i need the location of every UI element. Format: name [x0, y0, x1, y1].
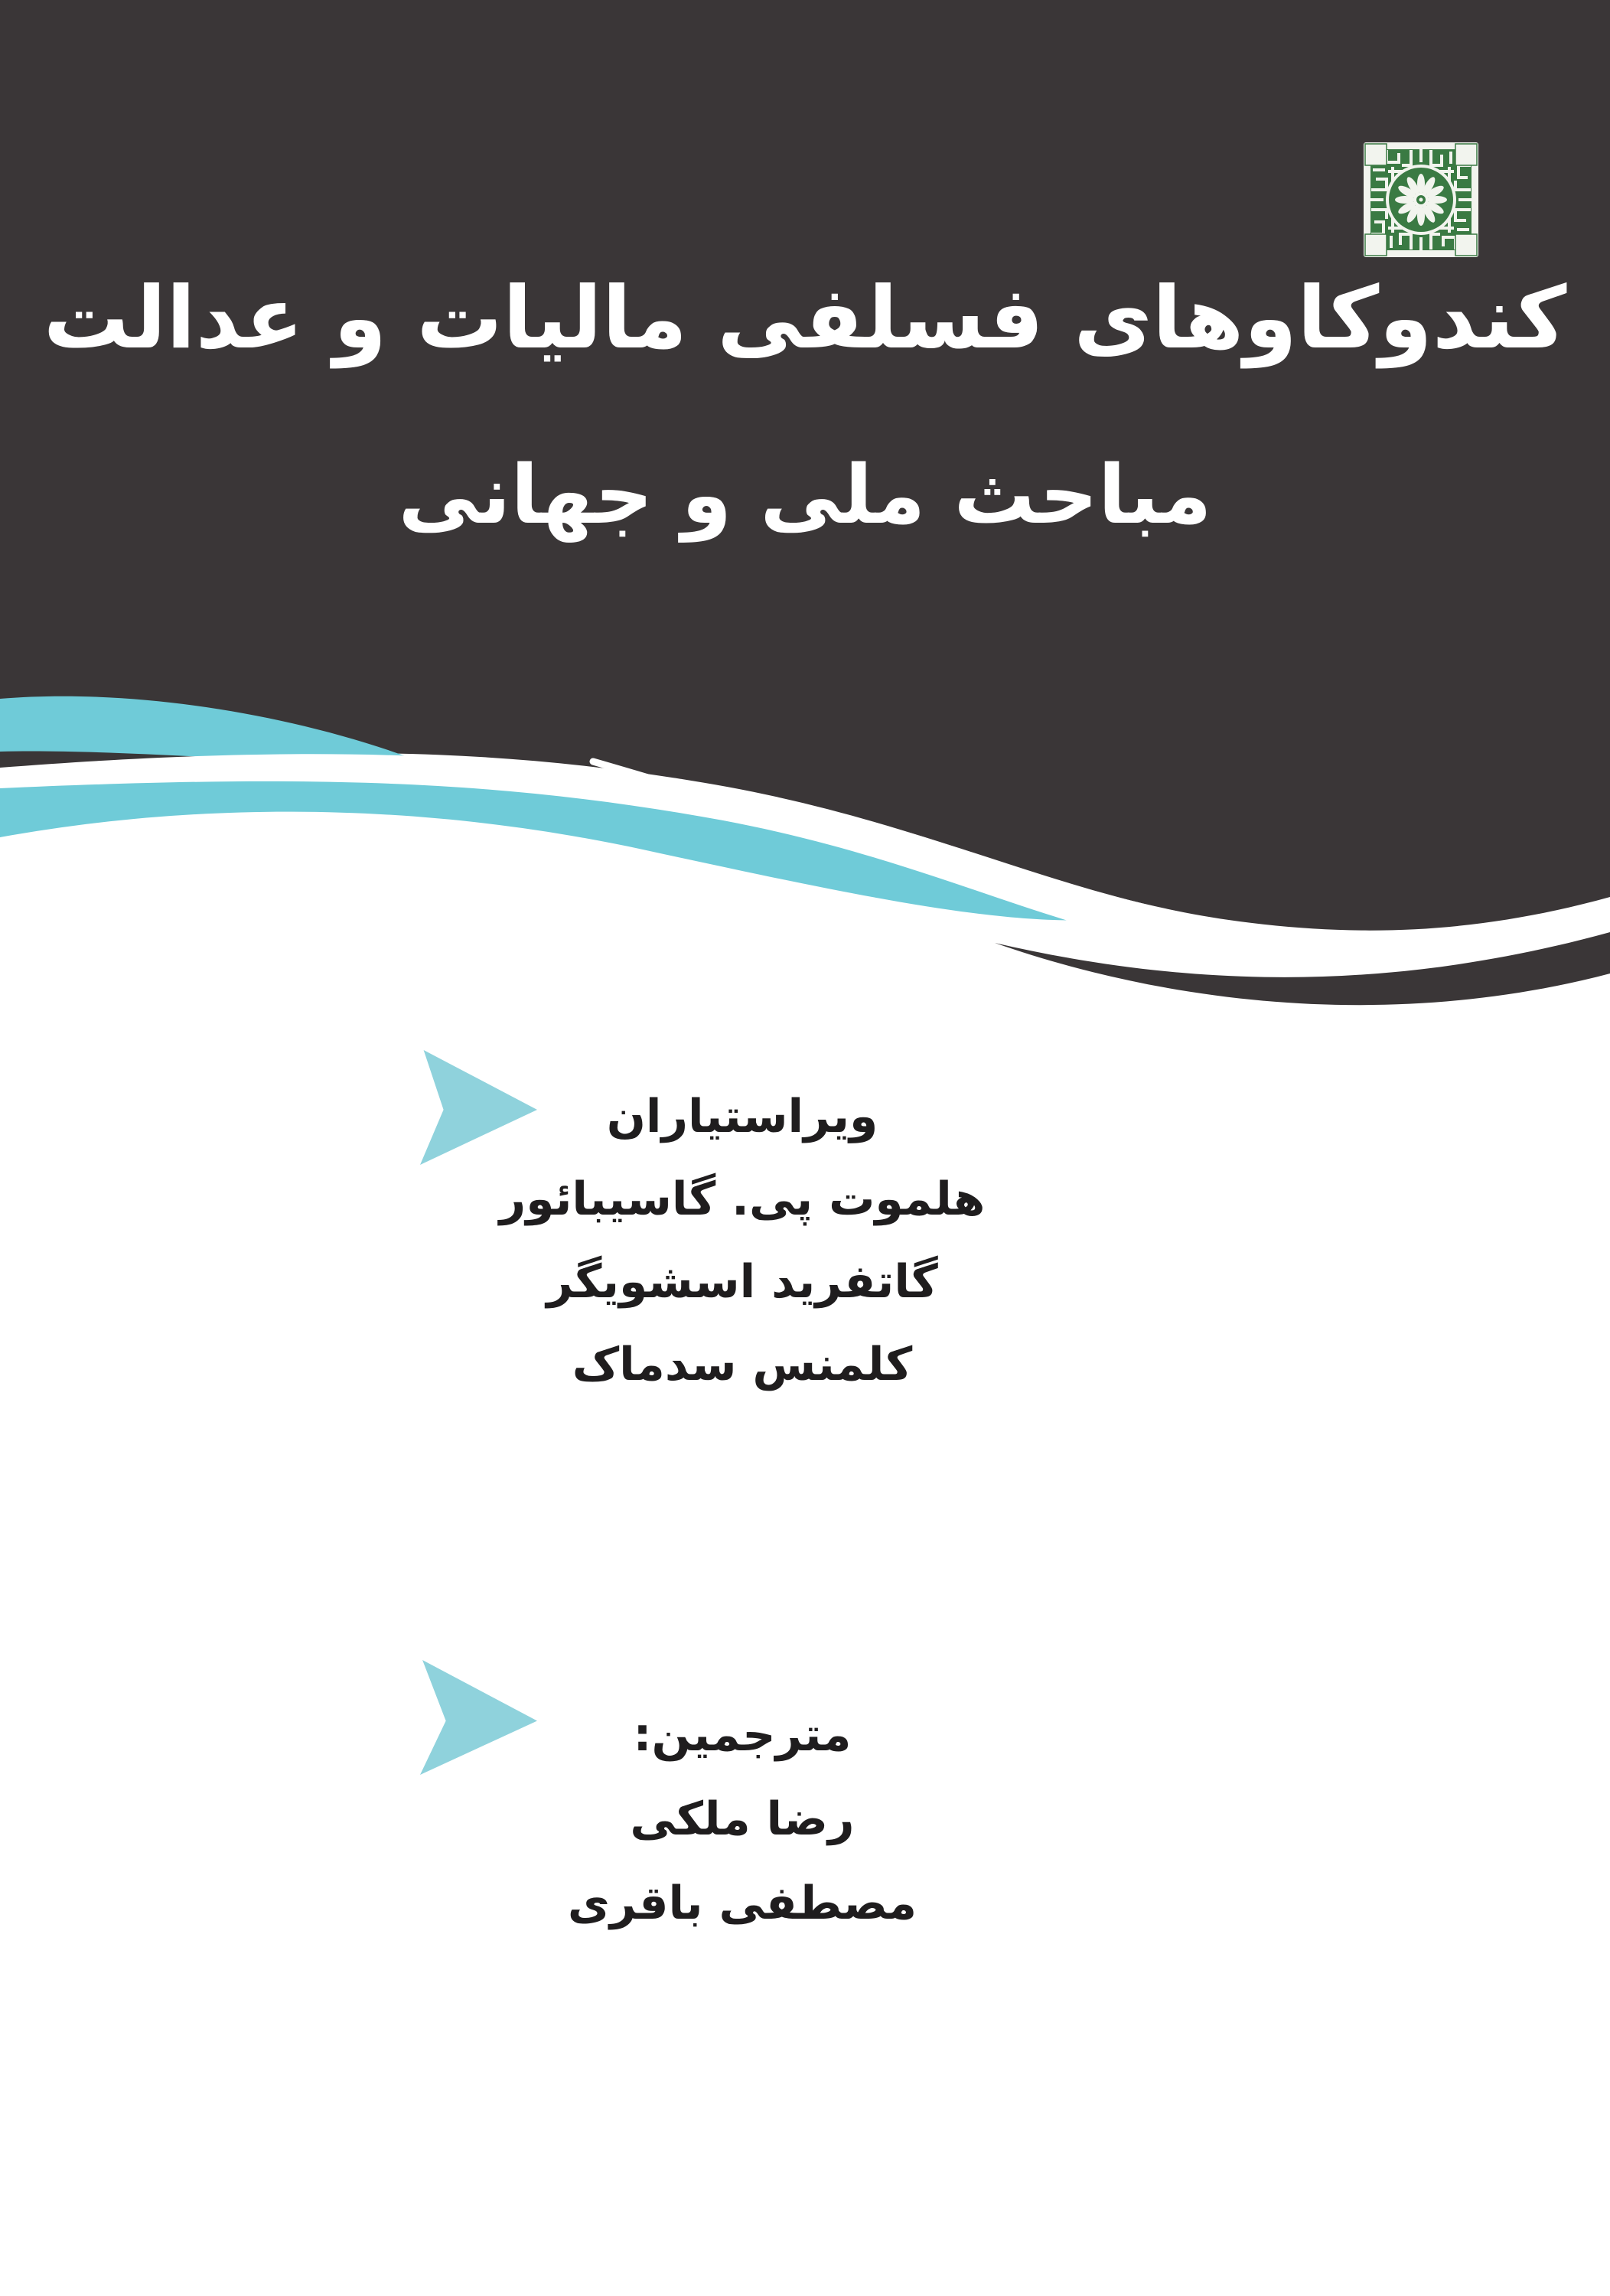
editor-name: گاتفرید اسشویگر [546, 1255, 938, 1309]
editor-name: هلموت پی. گاسیبائور [499, 1172, 986, 1226]
publisher-logo [1364, 142, 1478, 257]
title-line-2: مباحث ملی و جهانی [398, 448, 1212, 542]
editors-heading: ویراستیاران [606, 1090, 878, 1143]
translators-section [436, 1705, 1048, 1933]
translator-name: مصطفی باقری [567, 1877, 917, 1930]
translators-heading: مترجمین: [633, 1708, 852, 1762]
translator-name: رضا ملکی [630, 1792, 855, 1846]
editors-section [436, 1087, 1048, 1394]
publisher-emblem-icon [1364, 142, 1478, 257]
title-line-1: کندوکاوهای فسلفی مالیات و عدالت [43, 269, 1567, 368]
logo-rosette-core-dot [1419, 198, 1423, 202]
editor-name: کلمنس سدماک [572, 1338, 913, 1391]
